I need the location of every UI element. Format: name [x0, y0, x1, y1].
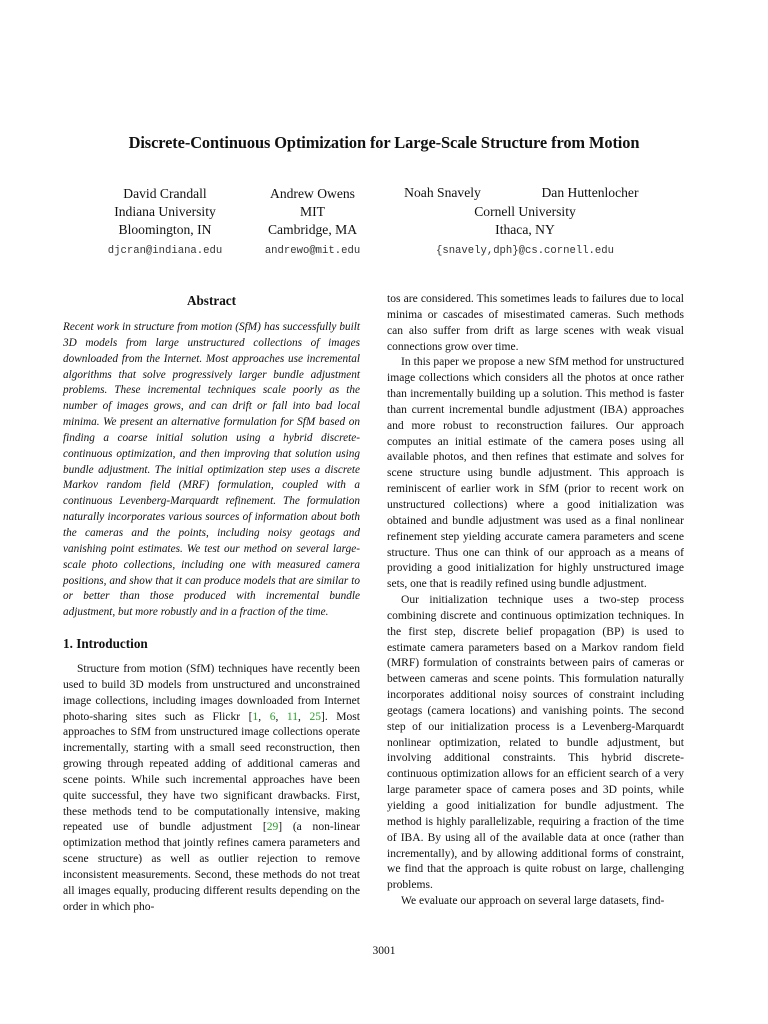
- author-affiliation: Indiana University: [114, 204, 216, 219]
- author-affiliation: Cornell University: [474, 204, 576, 219]
- abstract-heading: Abstract: [186, 293, 237, 308]
- citation-link[interactable]: 29: [266, 821, 279, 834]
- citation-link[interactable]: 25: [309, 710, 321, 723]
- body-paragraph: We evaluate our approach on several large datasets, find-: [401, 895, 665, 908]
- right-column: [387, 292, 684, 910]
- page-number: 3001: [372, 945, 396, 957]
- intro-paragraph: [63, 662, 360, 916]
- author-block: [240, 185, 385, 260]
- citation-link[interactable]: 1: [252, 710, 259, 723]
- left-column: [63, 292, 360, 916]
- author-location: Bloomington, IN: [118, 222, 212, 237]
- author-name: David Crandall: [123, 186, 207, 201]
- paragraph-text: ] (a non-linear optimization method that jointly refines camera parameters and scene structure) as well as outlier rejection to remove inconsistent measurements. Second, these methods do not treat all images equally, producing different results depending on the order in which pho-: [63, 821, 360, 913]
- citation-link[interactable]: 11: [286, 710, 299, 723]
- author-block: [95, 185, 235, 260]
- citation-link[interactable]: 6: [269, 710, 276, 723]
- paragraph-text: ]. Most approaches to SfM from unstructured image collections operate incrementally, starting with a small seed reconstruction, then growing through repeated adding of additional cameras and scene points. While such incremental approaches have been quite successful, they have two significant drawbacks. First, these methods tend to be computationally intensive, making repeated use of bundle adjustment [: [63, 710, 360, 834]
- author-affiliation: MIT: [300, 204, 325, 219]
- body-paragraph: Our initialization technique uses a two-step process combining discrete and continuous optimization techniques. In the first step, discrete belief propagation (BP) is used to estimate camera parameters based on a Markov random field (MRF) formulation of constraints between pairs of cameras or between cameras and scene points. This formulation naturally incorporates additional noisy sources of constraint including geotags (camera locations) and vanishing points. The second step of our initialization process is a Levenberg-Marquardt nonlinear optimization, related to bundle adjustment, but involving additional constraints. This hybrid discrete-continuous optimization allows for an efficient search of a very large parameter space of camera poses and 3D points, while yielding a good initialization for bundle adjustment. The method is highly parallelizable, requiring a fraction of the time of IBA. By using all of the available data at once (rather than incrementally), and by allowing additional forms of constraint, we find that the approach is quite robust on large, challenging problems.: [387, 594, 684, 892]
- author-name: Dan Huttenlocher: [541, 185, 639, 200]
- author-location: Ithaca, NY: [495, 222, 555, 237]
- author-location: Cambridge, MA: [267, 222, 358, 237]
- abstract-text: Recent work in structure from motion (SfM) has successfully built 3D models from large unstructured collections of images downloaded from the Internet. Most approaches use incremental algorithms that solve progressively larger bundle adjustment problems. These incremental techniques scale poorly as the number of images grows, and can drift or fall into bad local minima. We present an alternative formulation for SfM based on finding a coarse initial solution using a hybrid discrete-continuous optimization, and then improving that solution using bundle adjustment. The initial optimization step uses a discrete Markov random field (MRF) formulation, coupled with a continuous Levenberg-Marquardt refinement. The formulation naturally incorporates various sources of information about both the cameras and the points, including noisy geotags and vanishing point estimates. We test our method on several large-scale photo collections, including one with measured camera positions, and show that it can produce models that are similar to or better than those produced with incremental bundle adjustment, but more robustly and in a fraction of the time.: [63, 321, 360, 619]
- paragraph-text: Structure from motion (SfM) techniques have recently been used to build 3D models from unstructured and unconstrained image collections, including images downloaded from Internet photo-sharing sites such as Flickr [: [63, 663, 360, 723]
- citation-separator: ,: [258, 710, 270, 723]
- section-heading: 1. Introduction: [63, 636, 148, 652]
- author-name: Andrew Owens: [270, 186, 355, 201]
- body-paragraph: tos are considered. This sometimes leads to failures due to local minima or cascades of misestimated cameras. Such methods can also suffer from drift as large scenes with weak visual connections grow over time.: [387, 293, 684, 353]
- body-paragraph: In this paper we propose a new SfM method for unstructured image collections which considers all the photos at once rather than incrementally building up a solution. This method is faster than current incremental bundle adjustment (IBA) approaches and more robust to reconstruction failures. Our approach computes an initial estimate of the camera poses using all available photos, and then refines that estimate and solves for scene structure using bundle adjustment. This approach is reminiscent of earlier work in SfM (prior to recent work on unstructured collections) where a good initialization was obtained and bundle adjustment was used as a final nonlinear refinement step yielding accurate camera parameters and scene structure. Thus one can think of our approach as a means of providing a good initialization for highly unstructured image sets, one that is readily refined using bundle adjustment.: [387, 356, 684, 591]
- paper-title: Discrete-Continuous Optimization for Large-Scale Structure from Motion: [128, 133, 640, 152]
- author-name: Noah Snavely: [404, 185, 481, 200]
- citation-separator: ,: [298, 710, 310, 723]
- author-email: andrewo@mit.edu: [264, 245, 361, 257]
- shared-affiliation-block: [395, 203, 655, 260]
- author-email: {snavely,dph}@cs.cornell.edu: [435, 245, 614, 257]
- citation-separator: ,: [275, 710, 287, 723]
- author-email: djcran@indiana.edu: [107, 245, 223, 257]
